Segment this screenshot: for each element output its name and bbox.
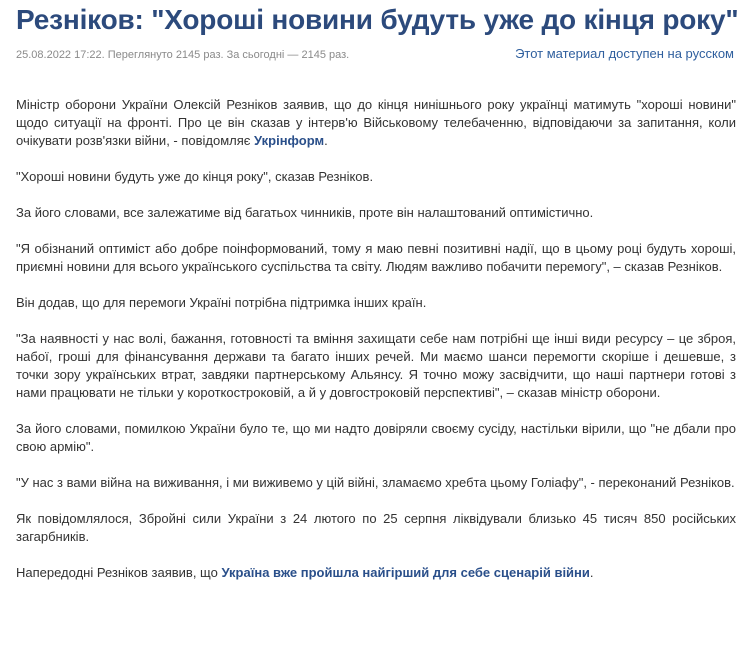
article-body xyxy=(16,96,736,582)
paragraph-10-text: Напередодні Резніков заявив, що xyxy=(16,565,222,580)
paragraph-10 xyxy=(16,564,736,582)
paragraph-10-end: . xyxy=(589,565,594,580)
paragraph-9: Як повідомлялося, Збройні сили України з 24 лютого по 25 серпня ліквідували близько 45 тисяч 850 російських загарбників. xyxy=(16,511,736,544)
paragraph-1-end: . xyxy=(324,133,328,148)
paragraph-4: "Я обізнаний оптиміст або добре поінформований, тому я маю певні позитивні надії, що в цьому році будуть хороші, приємні новини для всього українського суспільства та світу. Людям важливо побачити перемогу", – сказав Резніков. xyxy=(16,241,736,274)
related-article-link[interactable]: Україна вже пройшла найгірший для себе сценарій війни xyxy=(221,565,590,580)
paragraph-8: "У нас з вами війна на виживання, і ми виживемо у цій війні, зламаємо хребта цьому Голіафу", - переконаний Резніков. xyxy=(16,475,735,490)
paragraph-6: "За наявності у нас волі, бажання, готовності та вміння захищати себе нам потрібні ще інші види ресурсу – це зброя, набої, гроші для фінансування держави та багато інших речей. Ми маємо шанси перемогти скоріше і дешевше, з точки зору українських втрат, завдяки партнерському Альянсу. Я точно можу засвідчити, що наші партнери готові з нами працювати не тільки у короткостроковій, а й у довгостроковій перспективі", – сказав міністр оборони. xyxy=(16,331,736,400)
article-meta-row xyxy=(16,46,736,68)
paragraph-3: За його словами, все залежатиме від багатьох чинників, проте він налаштований оптимістично. xyxy=(16,205,594,220)
paragraph-7: За його словами, помилкою України було те, що ми надто довіряли своєму сусіду, настільки вірили, що "не дбали про свою армію". xyxy=(16,421,736,454)
paragraph-1-text: Міністр оборони України Олексій Резніков заявив, що до кінця нинішнього року українці матимуть "хороші новини" щодо ситуації на фронті. Про це він сказав у інтерв'ю Військовому телебаченню, відповідаючи за запитання, коли очікувати розв'язки війни, - повідомляє xyxy=(16,97,736,148)
article-title: Резніков: "Хороші новини будуть уже до кінця року" xyxy=(16,4,739,35)
russian-version-link[interactable]: Этот материал доступен на русском xyxy=(515,46,734,61)
ukrinform-link[interactable]: Укрінформ xyxy=(254,133,325,148)
paragraph-5: Він додав, що для перемоги Україні потрібна підтримка інших країн. xyxy=(16,295,427,310)
paragraph-1 xyxy=(16,96,736,150)
article xyxy=(16,0,739,600)
publish-info: 25.08.2022 17:22. Переглянуто 2145 раз. За сьогодні — 2145 раз. xyxy=(16,49,350,61)
paragraph-2: "Хороші новини будуть уже до кінця року", сказав Резніков. xyxy=(16,169,374,184)
